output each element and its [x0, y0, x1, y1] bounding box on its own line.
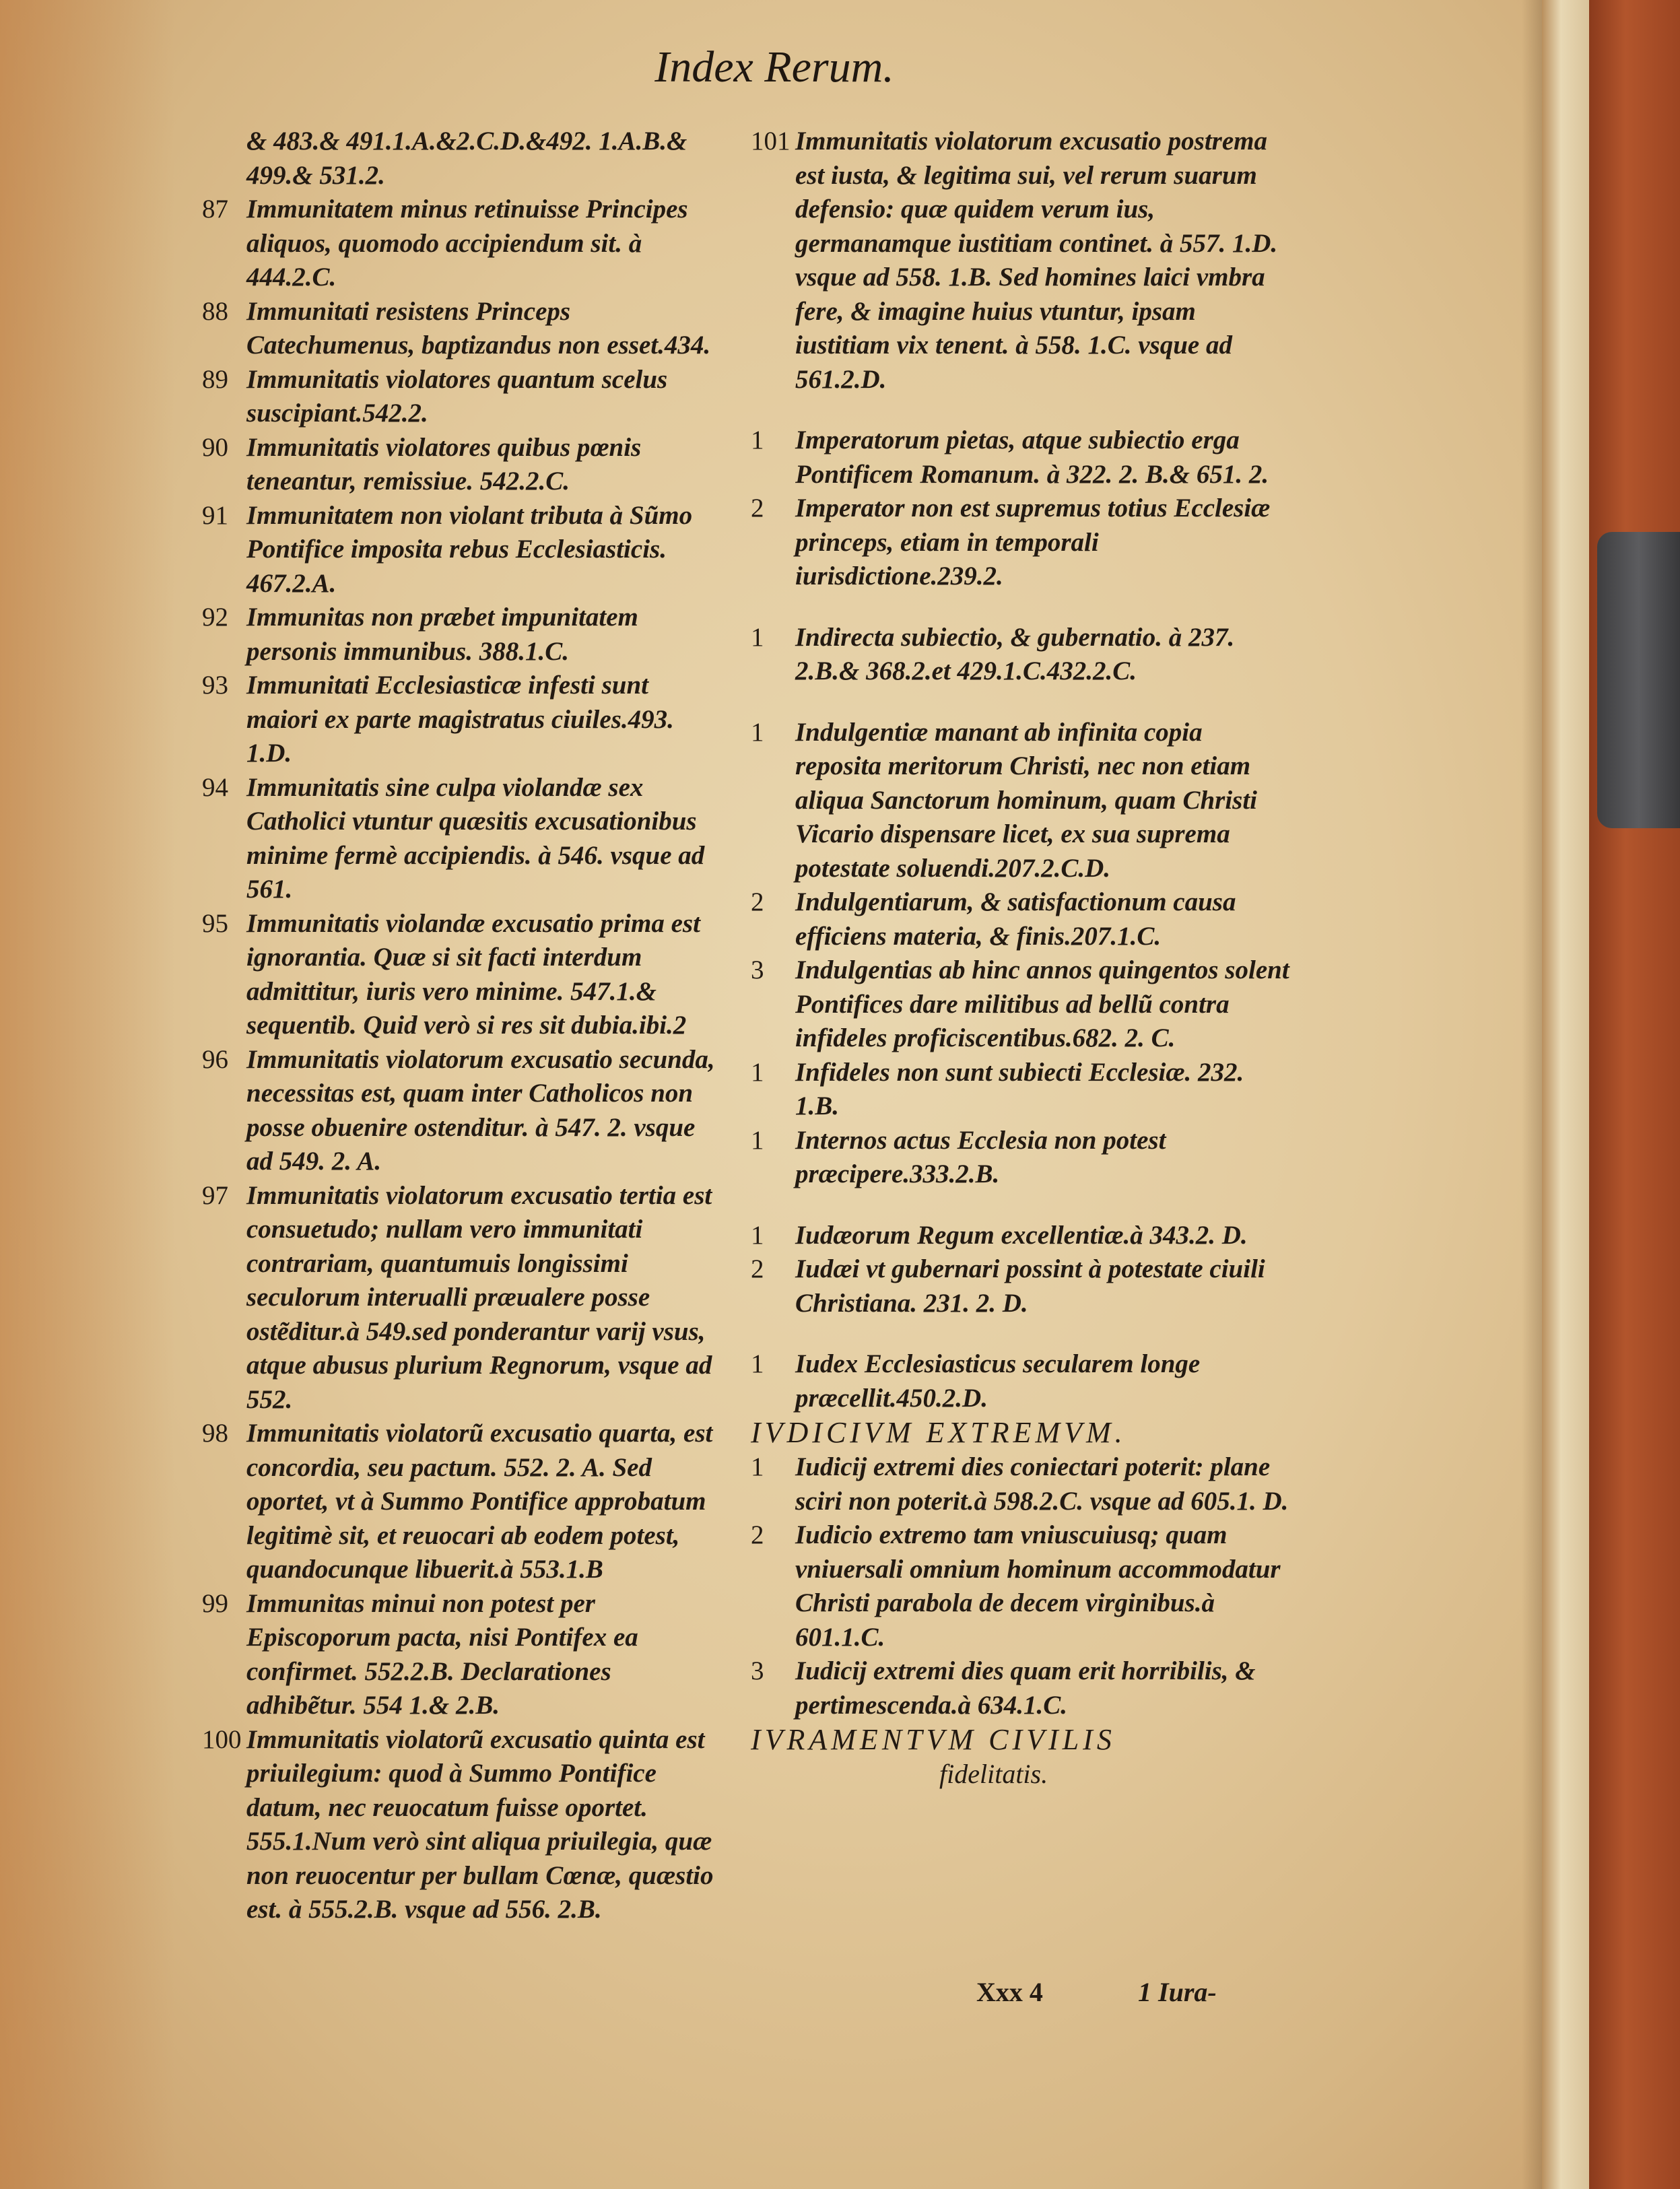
entry-number: 89: [202, 364, 228, 394]
entry-number: 88: [202, 296, 228, 326]
section-heading: IVRAMENTVM CIVILIS: [751, 1723, 1116, 1756]
index-entry: [202, 1043, 720, 1179]
entry-text: Indulgentias ab hinc annos quingentos solent Pontifices dare militibus ad bellũ contra infideles proficiscentibus.682. 2. C.: [795, 955, 1289, 1052]
entry-text: Indirecta subiectio, & gubernatio. à 237. 2.B.& 368.2.et 429.1.C.432.2.C.: [795, 622, 1235, 685]
entry-text: Iudicio extremo tam vniuscuiusq; quam vniuersali omnium hominum accommodatur Christi parabola de decem virginibus.à 601.1.C.: [795, 1520, 1281, 1652]
index-entry: [751, 1219, 1289, 1253]
entry-number: 2: [751, 1254, 764, 1283]
index-entry: [751, 1056, 1289, 1124]
entry-text: Immunitatis sine culpa violandæ sex Catholici vtuntur quæsitis excusationibus minime fermè accipiendis. à 546. vsque ad 561.: [246, 772, 705, 904]
entry-text: Iudicij extremi dies quam erit horribilis, & pertimescenda.à 634.1.C.: [795, 1656, 1256, 1720]
entry-text: Immunitatis violatorũ excusatio quarta, est concordia, seu pactum. 552. 2. A. Sed oportet, vt à Summo Pontifice approbatum legitimè sit, et reuocari ab eodem potest, quandocunque libuerit.à 553.1.B: [246, 1419, 713, 1584]
index-entry: [202, 907, 720, 1043]
index-entry: [751, 1450, 1289, 1518]
index-entry: [751, 885, 1289, 953]
index-entry: [751, 1252, 1289, 1320]
index-entry: [202, 1417, 720, 1587]
entry-text: Iudex Ecclesiasticus secularem longe præcellit.450.2.D.: [795, 1349, 1201, 1413]
entry-number: 1: [751, 426, 764, 454]
entry-text: Immunitas minui non potest per Episcoporum pacta, nisi Pontifex ea confirmet. 552.2.B. Declarationes adhibẽtur. 554 1.& 2.B.: [246, 1588, 638, 1720]
entry-number: 98: [202, 1419, 228, 1448]
index-entry: [751, 621, 1289, 689]
index-entry: [202, 1587, 720, 1723]
entry-text: Immunitatis violatorum excusatio secunda, necessitas est, quam inter Catholicos non posse obuenire ostenditur. à 547. 2. vsque ad 549. 2. A.: [246, 1044, 715, 1176]
index-entry: [202, 363, 720, 431]
entry-number: 2: [751, 494, 764, 523]
index-entry: [202, 601, 720, 669]
index-entry: [202, 1723, 720, 1927]
entry-number: 2: [751, 887, 764, 916]
entry-number: 100: [202, 1724, 242, 1754]
index-entry: [751, 492, 1289, 594]
entry-text: Immunitatis violatorum excusatio tertia est consuetudo; nullam vero immunitati contrariam, quantumuis longissimi seculorum interualli præualere posse ostẽditur.à 549.sed ponderantur varij vsus, atque abusus plurium Regnorum, vsque ad 552.: [246, 1180, 712, 1414]
index-entry: [751, 1654, 1289, 1722]
entry-text: Iudæorum Regum excellentiæ.à 343.2. D.: [795, 1220, 1248, 1250]
entry-number: 2: [751, 1520, 764, 1549]
entry-number: 1: [751, 717, 764, 747]
book-cover-edge: [1589, 0, 1680, 2189]
entry-text: Immunitati resistens Princeps Catechumenus, baptizandus non esset.434.: [246, 296, 711, 360]
index-entry: [202, 1179, 720, 1417]
index-entry: [202, 295, 720, 363]
index-entry: [751, 125, 1289, 397]
page-footer: [976, 1976, 1313, 2008]
entry-text: Immunitati Ecclesiasticæ infesti sunt maiori ex parte magistratus ciuiles.493. 1.D.: [246, 671, 674, 768]
entry-number: 96: [202, 1044, 228, 1074]
section-subheading: fidelitatis.: [939, 1759, 1048, 1789]
entry-number: 1: [751, 1220, 764, 1250]
entry-text: Iudicij extremi dies coniectari poterit: plane sciri non poterit.à 598.2.C. vsque ad 605.1. D.: [795, 1452, 1289, 1516]
index-entry: [751, 424, 1289, 492]
entry-number: 93: [202, 671, 228, 700]
index-entry: [751, 1518, 1289, 1654]
entry-number: 87: [202, 195, 228, 224]
entry-number: 1: [751, 622, 764, 652]
right-column: [751, 125, 1289, 1791]
entry-number: 95: [202, 908, 228, 938]
entry-text: Immunitatem non violant tributa à Sũmo Pontifice imposita rebus Ecclesiasticis. 467.2.A.: [246, 500, 693, 598]
index-entry: [202, 193, 720, 295]
entry-text: Imperatorum pietas, atque subiectio erga Pontificem Romanum. à 322. 2. B.& 651. 2.: [795, 426, 1269, 489]
index-entry: [202, 125, 720, 193]
index-entry: [202, 431, 720, 499]
entry-text: Immunitatis violatores quantum scelus suscipiant.542.2.: [246, 364, 668, 428]
entry-number: 97: [202, 1180, 228, 1210]
section-heading: IVDICIVM EXTREMVM.: [751, 1416, 1127, 1449]
entry-number: 1: [751, 1452, 764, 1481]
entry-number: 3: [751, 1656, 764, 1685]
entry-text: & 483.& 491.1.A.&2.C.D.&492. 1.A.B.& 499.& 531.2.: [246, 127, 687, 190]
entry-text: Imperator non est supremus totius Ecclesiæ princeps, etiam in temporali iurisdictione.239.2.: [795, 494, 1271, 591]
entry-text: Immunitatis violatores quibus pœnis teneantur, remissiue. 542.2.C.: [246, 432, 642, 496]
entry-number: 94: [202, 772, 228, 802]
entry-text: Indulgentiæ manant ab infinita copia reposita meritorum Christi, nec non etiam aliqua Sanctorum hominum, quam Christi Vicario dispensare licet, ex sua suprema potestate soluendi.207.2.C.D.: [795, 717, 1258, 883]
index-entry: [202, 771, 720, 907]
entry-number: 90: [202, 432, 228, 462]
page-header: Index Rerum.: [654, 42, 894, 92]
entry-text: Immunitatis violatorũ excusatio quinta est priuilegium: quod à Summo Pontifice datum, nec reuocatum fuisse oportet. 555.1.Num verò sint aliqua priuilegia, quæ non reuocentur per bullam Cœnæ, quæstio est. à 555.2.B. vsque ad 556. 2.B.: [246, 1724, 714, 1924]
index-entry: [751, 1124, 1289, 1192]
entry-number: 1: [751, 1349, 764, 1378]
entry-text: Immunitas non præbet impunitatem personis immunibus. 388.1.C.: [246, 603, 638, 666]
entry-text: Immunitatem minus retinuisse Principes aliquos, quomodo accipiendum sit. à 444.2.C.: [246, 195, 688, 292]
entry-number: 1: [751, 1057, 764, 1087]
left-column: [202, 125, 720, 1927]
entry-text: Infideles non sunt subiecti Ecclesiæ. 232. 1.B.: [795, 1057, 1244, 1120]
index-entry: [751, 1347, 1289, 1415]
entry-text: Indulgentiarum, & satisfactionum causa efficiens materia, & finis.207.1.C.: [795, 887, 1236, 951]
entry-text: Immunitatis violatorum excusatio postrema est iusta, & legitima sui, vel rerum suarum defensio: quæ quidem verum ius, germanamque iustitiam continet. à 557. 1.D. vsque ad 558. 1.B. Sed homines laici vmbra fere, & imagine huius vtuntur, ipsam iustitiam vix tenent. à 558. 1.C. vsque ad 561.2.D.: [795, 127, 1278, 394]
entry-number: 99: [202, 1588, 228, 1618]
page-edge: [1542, 0, 1589, 2189]
entry-number: 1: [751, 1125, 764, 1155]
entry-number: 91: [202, 500, 228, 530]
index-entry: [751, 953, 1289, 1056]
index-entry: [751, 716, 1289, 886]
entry-text: Immunitatis violandæ excusatio prima est ignorantia. Quæ si sit facti interdum admittitur, iuris vero minime. 547.1.& sequentib. Quid verò si res sit dubia.ibi.2: [246, 908, 700, 1040]
signature-mark: Xxx 4: [976, 1977, 1043, 2007]
entry-number: 92: [202, 603, 228, 632]
entry-text: Internos actus Ecclesia non potest præcipere.333.2.B.: [795, 1125, 1166, 1188]
entry-number: 101: [751, 127, 791, 156]
index-entry: [202, 499, 720, 601]
clip-icon: [1597, 532, 1680, 828]
index-entry: [202, 669, 720, 771]
catchword: 1 Iura-: [1138, 1977, 1217, 2007]
entry-text: Iudæi vt gubernari possint à potestate ciuili Christiana. 231. 2. D.: [795, 1254, 1265, 1318]
entry-number: 3: [751, 955, 764, 984]
